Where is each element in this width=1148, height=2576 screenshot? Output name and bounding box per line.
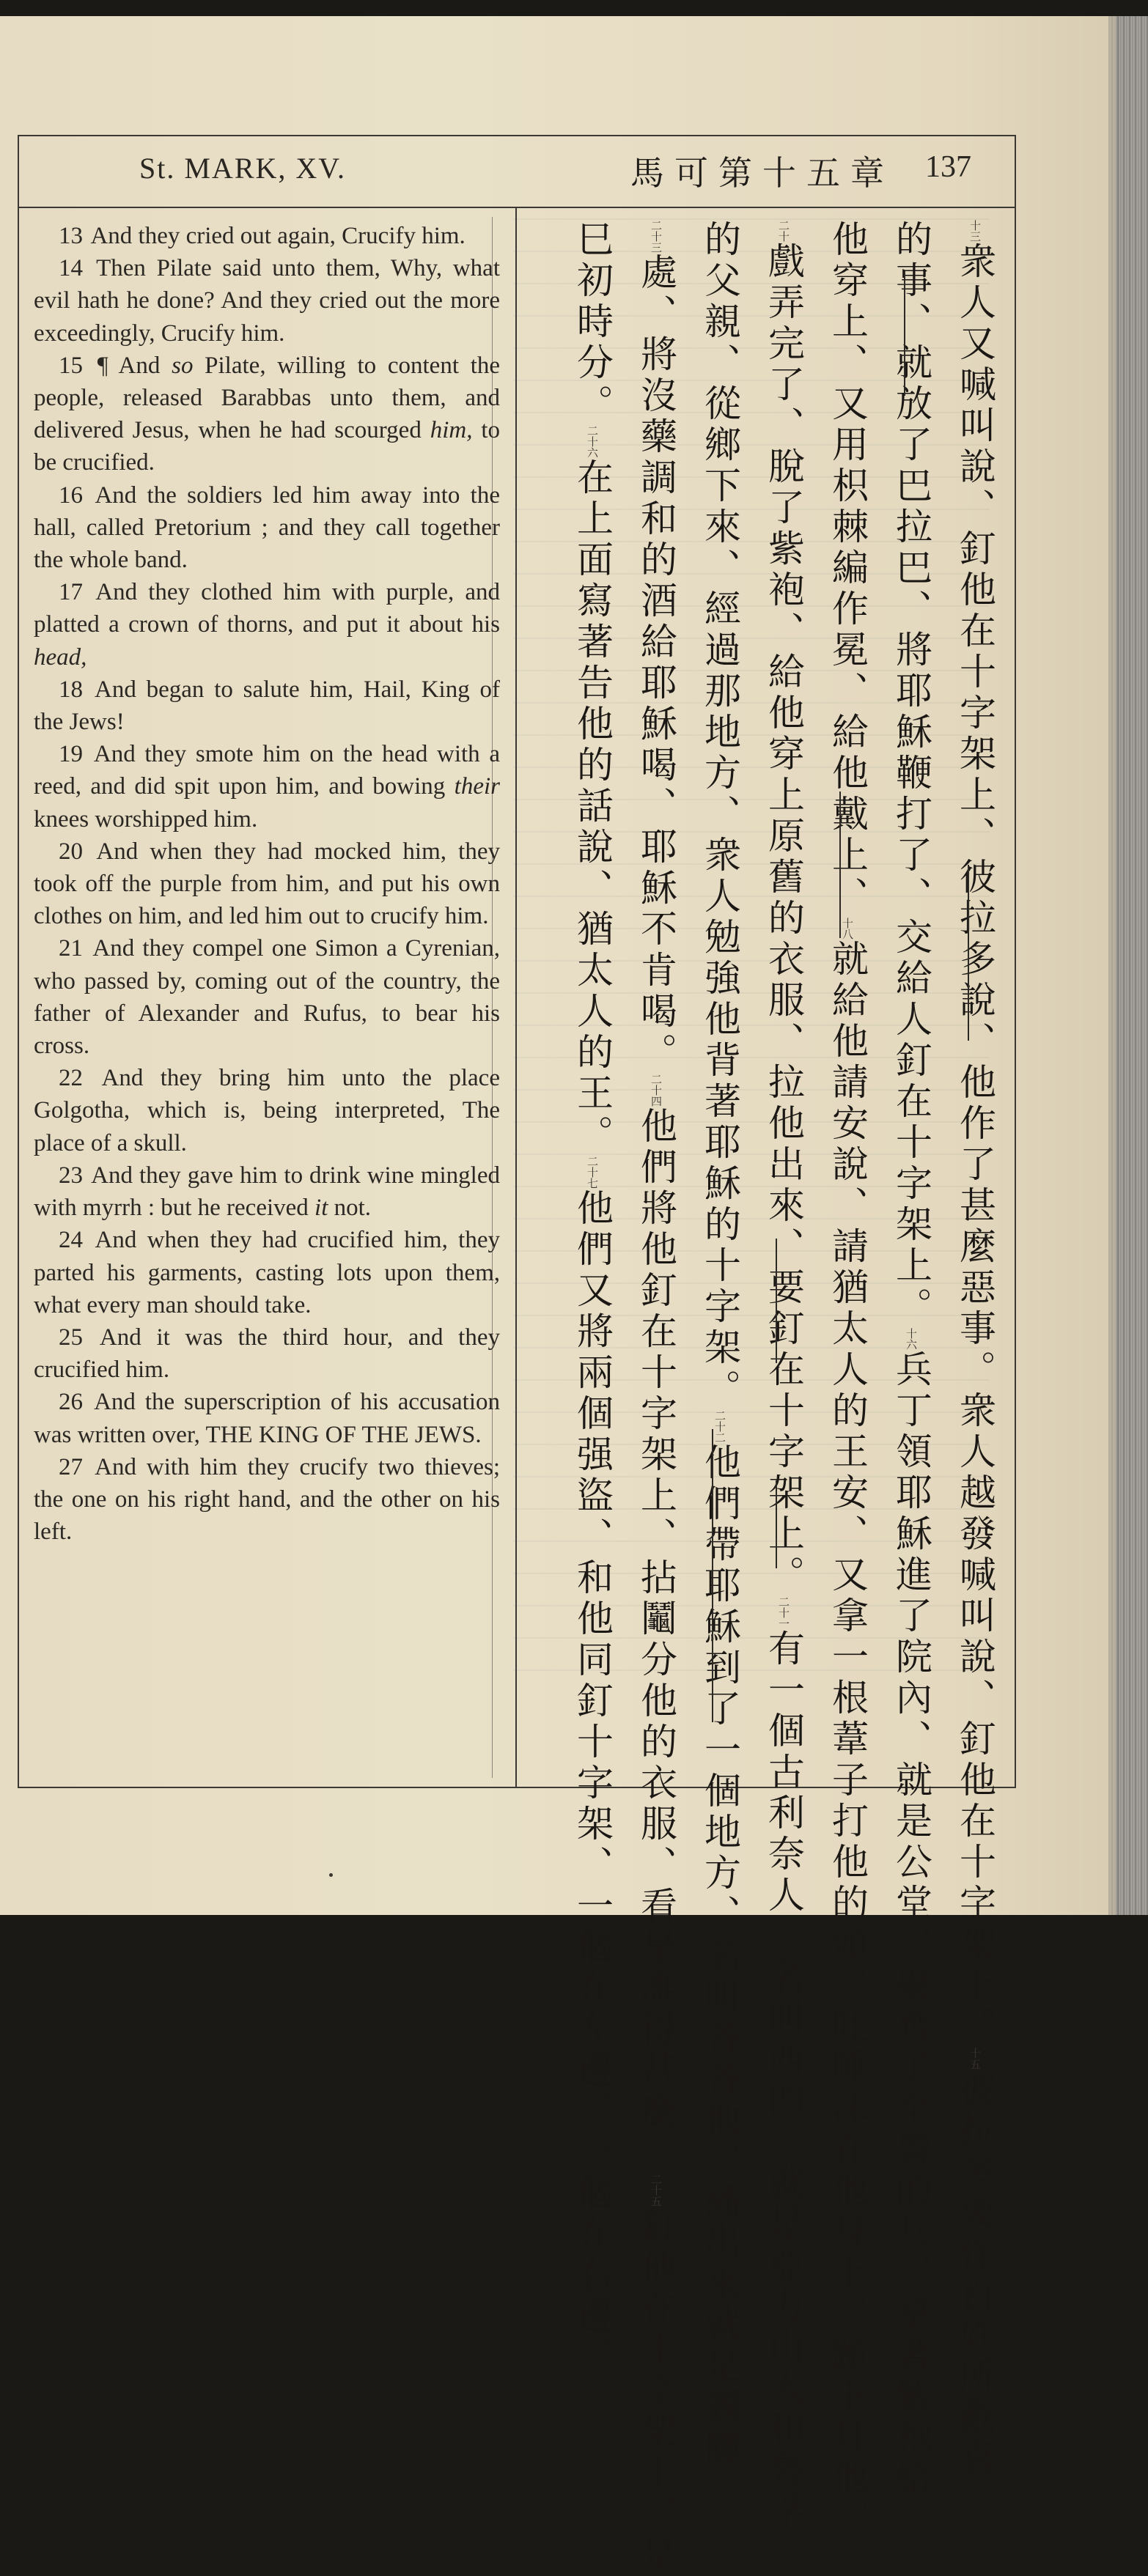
verse-text: And when they had crucified him, they parted his garments, casting lots upon them, what every man should take.: [34, 1227, 500, 1318]
chinese-text-column: [762, 220, 806, 2532]
verse-text: And they compel one Simon a Cyrenian, who passed by, coming out of the country, the father of Alexander and Rufus, to bear his cross.: [34, 935, 500, 1060]
verse-text: And they clothed him with purple, and platted a crown of thorns, and put it about his: [34, 579, 500, 638]
verse-number: 17: [59, 579, 83, 606]
proper-name-line: [712, 1429, 713, 1722]
chinese-verse-number: 二十一: [777, 1596, 790, 1629]
verse-number: 14: [59, 255, 83, 282]
chinese-verse-number: 十五: [968, 2048, 982, 2070]
verse-14: [34, 252, 500, 350]
verse-17: [34, 576, 500, 673]
page-edges: [1108, 16, 1148, 1915]
verse-text: ¶ And: [97, 352, 172, 379]
chinese-verse-number: 十三: [968, 220, 982, 242]
proper-name-line: [968, 865, 969, 1041]
verse-text: And the superscription of his accusation was written over, THE KING OF THE JEWS.: [34, 1389, 500, 1448]
chinese-verse-number: 二十五: [650, 2174, 663, 2207]
chinese-text: 他穿上、又用枳棘編作冕、給他戴上、: [826, 220, 869, 918]
running-head-english: St. MARK, XV.: [139, 152, 346, 185]
verse-number: 25: [59, 1324, 83, 1351]
verse-number: 19: [59, 741, 83, 768]
chinese-text: 有一個古利奈人、名叫西門、就是亞力山大和魯孚: [762, 1629, 805, 2532]
verse-text: And it was the third hour, and they crucified him.: [34, 1324, 500, 1384]
verse-number: 26: [59, 1389, 83, 1416]
chinese-verse-number: 二十六: [586, 425, 599, 458]
verse-number: 23: [59, 1162, 83, 1189]
header-rule: [18, 207, 1016, 208]
verse-13: [34, 220, 500, 252]
chinese-verse-number: 二十三: [650, 220, 663, 253]
chinese-text: 的父親、從鄉下來、經過那地方、衆人勉強他背著耶穌的十字架。: [699, 220, 741, 1410]
chinese-text: 衆人又喊叫說、釘他在十字架上、彼拉多說、他作了甚麼惡事。衆人越發喊叫說、釘他在十字架上。: [954, 242, 996, 2048]
chinese-verse-number: 二十: [777, 220, 790, 242]
chinese-text: 他們又將兩個强盜、和他同釘十字架、一個在左邊、一個在右邊、: [571, 1189, 614, 2379]
verse-italic-text: him,: [430, 417, 473, 444]
verse-18: [34, 673, 500, 738]
verse-text: And they bring him unto the place Golgotha, which is, being interpreted, The place of a skull.: [34, 1065, 500, 1156]
chinese-text: 在上面寫著告他的話說、猶太人的王。: [571, 458, 614, 1156]
chinese-text-column: [634, 220, 678, 2576]
chinese-text-column: [698, 220, 742, 2469]
verse-italic-text: their: [454, 773, 500, 800]
proper-name-line: [776, 1480, 777, 1568]
verse-20: [34, 835, 500, 933]
verse-21: [34, 932, 500, 1062]
verse-italic-text: head,: [34, 643, 87, 671]
chinese-text: 他們將他釘在十字架上、拈鬮分他的衣服、看是誰得甚麼。: [635, 1107, 677, 2174]
verse-number: 27: [59, 1453, 83, 1480]
verse-24: [34, 1224, 500, 1321]
chinese-text: 釘他在十字架上、是: [635, 2207, 677, 2576]
verse-text: not.: [328, 1195, 372, 1222]
verse-number: 18: [59, 676, 83, 703]
verse-text: And they cried out again, Crucify him.: [90, 223, 466, 249]
verse-italic-text: so: [172, 352, 194, 379]
verse-16: [34, 479, 500, 577]
chinese-text: 彼拉多要作百姓所歡喜: [954, 2070, 996, 2480]
chinese-verse-number: 十八: [841, 918, 854, 940]
verse-text: And the soldiers led him away into the hall, called Pretorium ; and they call together the whole band.: [34, 481, 500, 574]
verse-22: [34, 1062, 500, 1159]
proper-name-line: [904, 271, 905, 396]
verse-text: And they smote him on the head with a reed, and did spit upon him, and bowing: [34, 741, 500, 800]
page-number: 137: [925, 150, 971, 184]
chinese-text: 就給他請安說、請猶太人的王安、又拿一根葦子打他的頭、吐唾沫在他身上、跪下拜他。: [826, 940, 869, 2540]
verse-number: 21: [59, 935, 83, 962]
chinese-text-column: [825, 220, 869, 2540]
running-head-chinese: 馬可第十五章: [630, 153, 894, 193]
verse-26: [34, 1386, 500, 1450]
chinese-verse-number: 十六: [905, 1328, 918, 1350]
proper-name-line: [776, 1239, 777, 1363]
verse-text: And began to salute him, Hail, King of the Jews!: [34, 676, 500, 736]
verse-25: [34, 1321, 500, 1386]
verse-italic-text: it: [314, 1195, 328, 1222]
chinese-text: 兵丁領耶穌進了院內、就是公堂、聚齊了全營的兵、拿著紫袍給: [890, 1350, 932, 2499]
verse-text: And when they had mocked him, they took off the purple from him, and put his own clothes on him, and led him out to crucify him.: [34, 838, 501, 930]
chinese-text-column: [889, 220, 933, 2499]
verse-27: [34, 1451, 500, 1549]
column-divider: [515, 207, 517, 1788]
verse-text: And they gave him to drink wine mingled with myrrh : but he received: [34, 1162, 500, 1222]
chinese-text: 巳初時分。: [571, 220, 614, 425]
verse-15: [34, 350, 500, 479]
verse-text: knees worshipped him.: [34, 805, 258, 833]
verse-number: 15: [59, 352, 83, 379]
verse-number: 13: [59, 223, 83, 249]
verse-number: 16: [59, 481, 83, 509]
verse-text: And with him they crucify two thieves; the one on his right hand, and the other on his left.: [34, 1453, 500, 1546]
chinese-text-column: [953, 220, 997, 2480]
verse-number: 20: [59, 838, 83, 865]
verse-19: [34, 738, 500, 835]
chinese-verse-number: 二十二: [713, 1410, 726, 1443]
verse-text: Pilate, willing to content the people, released Barabbas unto them, and delivered Jesus, when he had scourged: [34, 352, 501, 444]
chinese-verse-number: 二十七: [586, 1156, 599, 1189]
english-column: [34, 220, 500, 1548]
verse-text: Then Pilate said unto them, Why, what evil hath he done? And they cried out the more exceedingly, Crucify him.: [34, 255, 501, 347]
chinese-text: 處、將沒藥調和的酒給耶穌喝、耶穌不肯喝。: [635, 253, 677, 1074]
chinese-text-column: [570, 220, 614, 2379]
verse-number: 22: [59, 1065, 83, 1092]
proper-name-line: [839, 791, 841, 938]
verse-number: 24: [59, 1227, 83, 1254]
verse-text: to be crucified.: [34, 417, 500, 476]
chinese-text: 戲弄完了、脫了紫袍、給他穿上原舊的衣服、拉他出來、要釘在十字架上。: [762, 242, 805, 1596]
chinese-verse-number: 二十四: [650, 1074, 663, 1107]
chinese-text: 的事、就放了巴拉巴、將耶穌鞭打了、交給人釘在十字架上。: [890, 220, 932, 1328]
verse-23: [34, 1159, 500, 1224]
printer-dot: [329, 1873, 333, 1877]
chinese-text: 他們帶耶穌到了一個地方、名叫各各他、繙出來就是髑髏: [699, 1443, 741, 2469]
